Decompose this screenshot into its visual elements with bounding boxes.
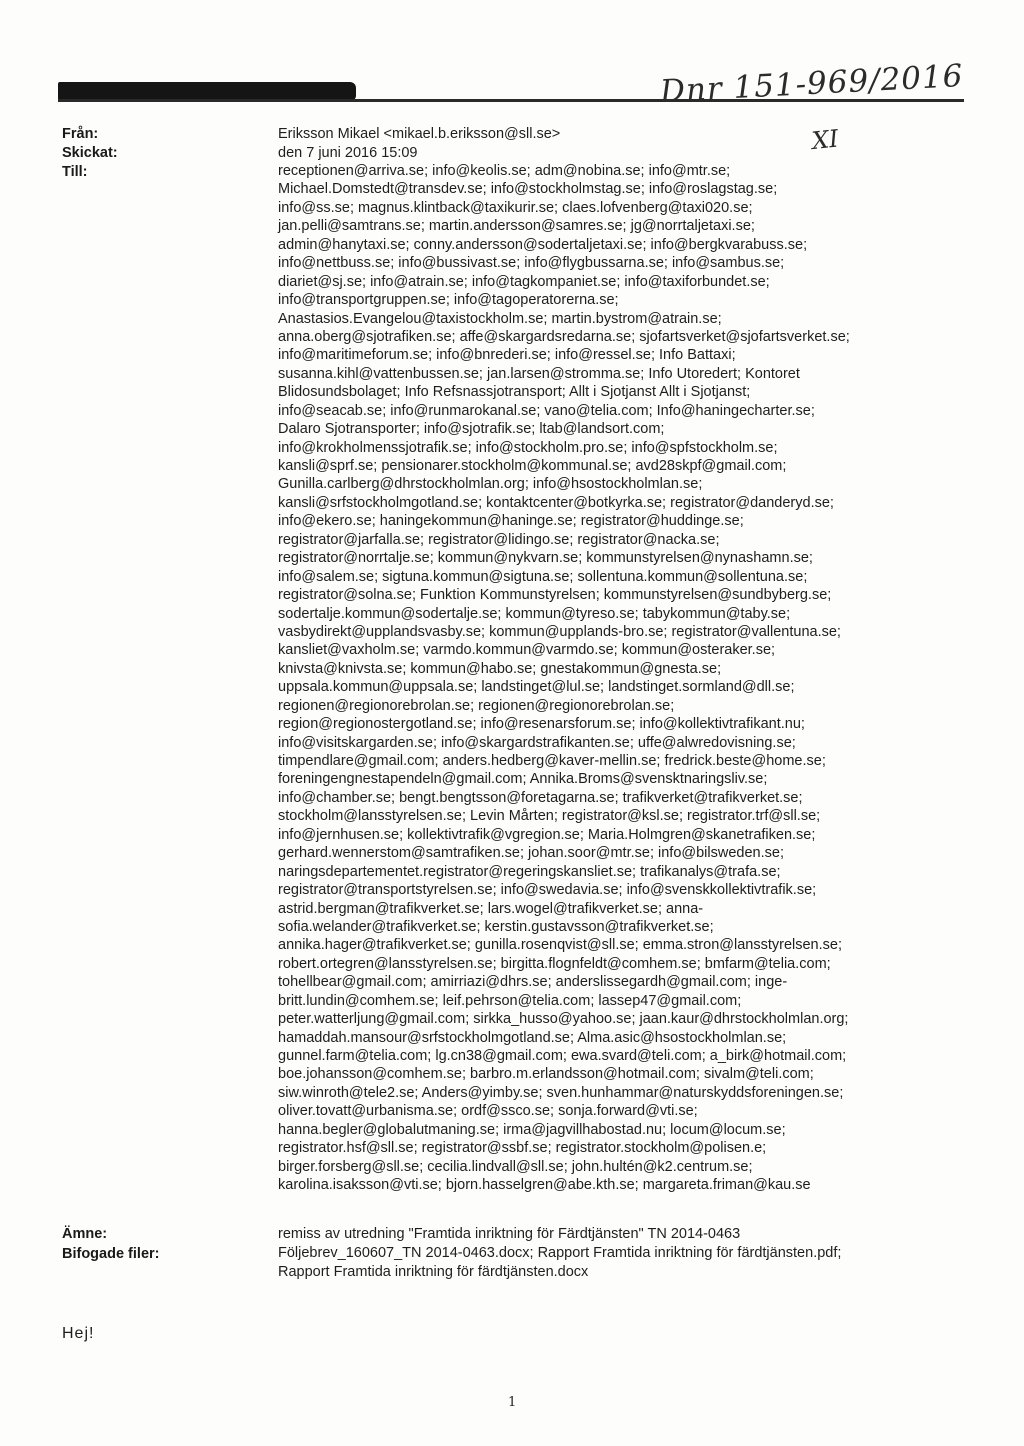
recipient-line: registrator@transportstyrelsen.se; info@swedavia.se; info@svenskkollektivtrafik.se; [278, 882, 817, 899]
recipient-line: info@visitskargarden.se; info@skargardstrafikanten.se; uffe@alwredovisning.se; [278, 734, 796, 751]
recipient-list [278, 162, 978, 1195]
recipient-line: region@regionostergotland.se; info@resenarsforum.se; info@kollektivtrafikant.nu; [278, 716, 805, 733]
sent-label: Skickat: [62, 145, 118, 161]
recipient-line: gerhard.wennerstom@samtrafiken.se; johan.soor@mtr.se; info@bilsweden.se; [278, 845, 784, 862]
recipient-line: registrator@jarfalla.se; registrator@lidingo.se; registrator@nacka.se; [278, 531, 720, 548]
recipient-line: receptionen@arriva.se; info@keolis.se; adm@nobina.se; info@mtr.se; [278, 163, 731, 179]
greeting: Hej! [62, 1325, 95, 1342]
registration-stamp: Dnr 151-969/2016 [659, 57, 965, 110]
recipient-line: annika.hager@trafikverket.se; gunilla.rosenqvist@sll.se; emma.stron@lansstyrelsen.se; [278, 937, 842, 954]
recipient-line: astrid.bergman@trafikverket.se; lars.wogel@trafikverket.se; anna- [278, 900, 704, 917]
from-label: Från: [62, 126, 99, 142]
recipient-line: peter.watterljung@gmail.com; sirkka_husso@yahoo.se; jaan.kaur@dhrstockholmlan.org; [278, 1011, 849, 1028]
recipient-line: sofia.welander@trafikverket.se; kerstin.gustavsson@trafikverket.se; [278, 918, 714, 935]
recipient-line: siw.winroth@tele2.se; Anders@yimby.se; sven.hunhammar@naturskyddsforeningen.se; [278, 1084, 844, 1101]
to-label: Till: [62, 164, 88, 180]
recipient-line: timpendlare@gmail.com; anders.hedberg@kaver-mellin.se; fredrick.beste@home.se; [278, 753, 826, 769]
recipient-line: tohellbear@gmail.com; amirriazi@dhrs.se; anderslissegardh@gmail.com; inge- [278, 974, 788, 991]
subject-value: remiss av utredning "Framtida inriktning för Färdtjänsten" TN 2014-0463 [278, 1226, 741, 1242]
recipient-line: Blidosundsbolaget; Info Refsnassjotransport; Allt i Sjotjanst Allt i Sjotjanst; [278, 384, 751, 401]
recipient-line: naringsdepartementet.registrator@regeringskansliet.se; trafikanalys@trafa.se; [278, 863, 781, 880]
recipient-line: registrator@solna.se; Funktion Kommunstyrelsen; kommunstyrelsen@sundbyberg.se; [278, 587, 832, 604]
recipient-line: hanna.begler@globalutmaning.se; irma@jagvillhabostad.nu; locum@locum.se; [278, 1121, 786, 1138]
recipient-line: diariet@sj.se; info@atrain.se; info@tagkompaniet.se; info@taxiforbundet.se; [278, 273, 770, 290]
attachment-line: Rapport Framtida inriktning för färdtjänsten.docx [278, 1263, 589, 1280]
recipient-line: kansli@srfstockholmgotland.se; kontaktcenter@botkyrka.se; registrator@danderyd.se; [278, 494, 834, 511]
recipient-line: Gunilla.carlberg@dhrstockholmlan.org; info@hsostockholmlan.se; [278, 476, 703, 493]
recipient-line: regionen@regionorebrolan.se; regionen@regionorebrolan.se; [278, 697, 675, 714]
attachments-label: Bifogade filer: [62, 1246, 160, 1262]
attachment-list [278, 1244, 978, 1281]
recipient-line: karolina.isaksson@vti.se; bjorn.hasselgren@abe.kth.se; margareta.friman@kau.se [278, 1177, 811, 1194]
recipient-line: registrator@norrtalje.se; kommun@nykvarn.se; kommunstyrelsen@nynashamn.se; [278, 550, 813, 567]
recipient-line: info@ekero.se; haningekommun@haninge.se; registrator@huddinge.se; [278, 513, 744, 530]
recipient-line: birger.forsberg@sll.se; cecilia.lindvall@sll.se; john.hultén@k2.centrum.se; [278, 1158, 753, 1175]
sent-value: den 7 juni 2016 15:09 [278, 145, 418, 161]
recipient-line: uppsala.kommun@uppsala.se; landstinget@lul.se; landstinget.sormland@dll.se; [278, 679, 795, 696]
recipient-line: knivsta@knivsta.se; kommun@habo.se; gnestakommun@gnesta.se; [278, 660, 722, 677]
recipient-line: kansliet@vaxholm.se; varmdo.kommun@varmdo.se; kommun@osteraker.se; [278, 642, 776, 659]
recipient-line: britt.lundin@comhem.se; leif.pehrson@telia.com; lassep47@gmail.com; [278, 992, 742, 1009]
recipient-line: Michael.Domstedt@transdev.se; info@stockholmstag.se; info@roslagstag.se; [278, 181, 778, 198]
recipient-line: jan.pelli@samtrans.se; martin.andersson@samres.se; jg@norrtaljetaxi.se; [278, 218, 755, 235]
subject-label: Ämne: [62, 1226, 108, 1242]
recipient-line: info@jernhusen.se; kollektivtrafik@vgregion.se; Maria.Holmgren@skanetrafiken.se; [278, 826, 816, 843]
recipient-line: boe.johansson@comhem.se; barbro.m.erlandsson@hotmail.com; sivalm@teli.com; [278, 1066, 814, 1083]
recipient-line: info@ss.se; magnus.klintback@taxikurir.se; claes.lofvenberg@taxi020.se; [278, 199, 753, 216]
recipient-line: anna.oberg@sjotrafiken.se; affe@skargardsredarna.se; sjofartsverket@sjofartsverket.se; [278, 328, 850, 345]
recipient-line: info@maritimeforum.se; info@bnrederi.se; info@ressel.se; Info Battaxi; [278, 347, 736, 364]
recipient-line: vasbydirekt@upplandsvasby.se; kommun@upplands-bro.se; registrator@vallentuna.se; [278, 623, 841, 640]
recipient-line: kansli@sprf.se; pensionarer.stockholm@kommunal.se; avd28skpf@gmail.com; [278, 458, 787, 474]
page-number: 1 [508, 1395, 517, 1410]
redaction-bar [58, 82, 356, 100]
recipient-line: sodertalje.kommun@sodertalje.se; kommun@tyreso.se; tabykommun@taby.se; [278, 605, 791, 622]
recipient-line: stockholm@lansstyrelsen.se; Levin Mårten; registrator@ksl.se; registrator.trf@sll.se; [278, 808, 821, 825]
recipient-line: hamaddah.mansour@srfstockholmgotland.se; Alma.asic@hsostockholmlan.se; [278, 1029, 787, 1046]
recipient-line: susanna.kihl@vattenbussen.se; jan.larsen@stromma.se; Info Utoredert; Kontoret [278, 365, 800, 382]
recipient-line: foreningengnestapendeln@gmail.com; Annika.Broms@svensktnaringsliv.se; [278, 771, 768, 788]
from-value: Eriksson Mikael <mikael.b.eriksson@sll.se> [278, 126, 561, 142]
recipient-line: info@nettbuss.se; info@bussivast.se; info@flygbussarna.se; info@sambus.se; [278, 255, 785, 272]
attachment-line: Följebrev_160607_TN 2014-0463.docx; Rapport Framtida inriktning för färdtjänsten.pdf; [278, 1245, 842, 1261]
recipient-line: Anastasios.Evangelou@taxistockholm.se; martin.bystrom@atrain.se; [278, 310, 722, 327]
recipient-line: info@transportgruppen.se; info@tagoperatorerna.se; [278, 292, 619, 309]
recipient-line: gunnel.farm@telia.com; lg.cn38@gmail.com; ewa.svard@teli.com; a_birk@hotmail.com; [278, 1048, 847, 1064]
recipient-line: info@chamber.se; bengt.bengtsson@foretagarna.se; trafikverket@trafikverket.se; [278, 789, 803, 806]
handwritten-mark: XI [810, 124, 840, 156]
recipient-line: info@krokholmenssjotrafik.se; info@stockholm.pro.se; info@spfstockholm.se; [278, 439, 778, 456]
recipient-line: info@salem.se; sigtuna.kommun@sigtuna.se; sollentuna.kommun@sollentuna.se; [278, 568, 808, 585]
recipient-line: oliver.tovatt@urbanisma.se; ordf@ssco.se; sonja.forward@vti.se; [278, 1103, 698, 1120]
recipient-line: info@seacab.se; info@runmarokanal.se; vano@telia.com; Info@haningecharter.se; [278, 402, 815, 419]
recipient-line: robert.ortegren@lansstyrelsen.se; birgitta.flognfeldt@comhem.se; bmfarm@telia.com; [278, 955, 831, 972]
recipient-line: registrator.hsf@sll.se; registrator@ssbf.se; registrator.stockholm@polisen.e; [278, 1140, 767, 1157]
recipient-line: admin@hanytaxi.se; conny.andersson@sodertaljetaxi.se; info@bergkvarabuss.se; [278, 236, 808, 253]
recipient-line: Dalaro Sjotransporter; info@sjotrafik.se; ltab@landsort.com; [278, 421, 665, 438]
